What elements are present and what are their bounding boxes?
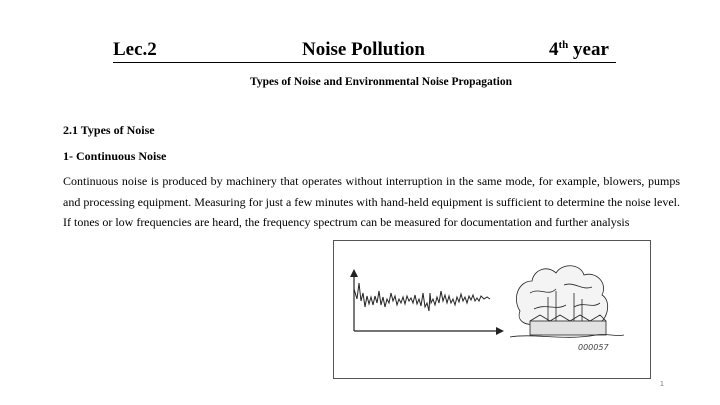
noise-waveform — [354, 283, 490, 311]
continuous-noise-figure — [333, 240, 651, 379]
page-number: 1 — [660, 381, 664, 388]
slide-header — [113, 38, 616, 63]
noise-illustration — [334, 241, 652, 380]
y-axis-arrow — [350, 269, 358, 277]
signal-axes — [354, 275, 498, 331]
section-heading: 2.1 Types of Noise — [63, 123, 155, 137]
factory-building — [530, 321, 606, 335]
year-number: 4 — [549, 39, 559, 60]
lecture-title: Noise Pollution — [302, 39, 425, 60]
body-paragraph: Continuous noise is produced by machinery that operates without interruption in the same mode, for example, blowers, pumps and processing equipment. Measuring for just a few minutes with hand-held equipment is sufficient to determine the noise level. If tones or low frequencies are heard, the frequency spectrum can be measured for documentation and further analysis — [63, 174, 680, 230]
lecture-number: Lec.2 — [113, 39, 157, 60]
subtitle: Types of Noise and Environmental Noise Propagation — [250, 76, 512, 88]
figure-code: 000057 — [578, 343, 609, 352]
x-axis-arrow — [496, 327, 504, 335]
subsection-heading: 1- Continuous Noise — [63, 149, 167, 163]
year-suffix: th — [558, 39, 569, 51]
year-label — [549, 38, 609, 62]
factory-illustration — [510, 266, 624, 338]
year-word: year — [568, 39, 609, 60]
